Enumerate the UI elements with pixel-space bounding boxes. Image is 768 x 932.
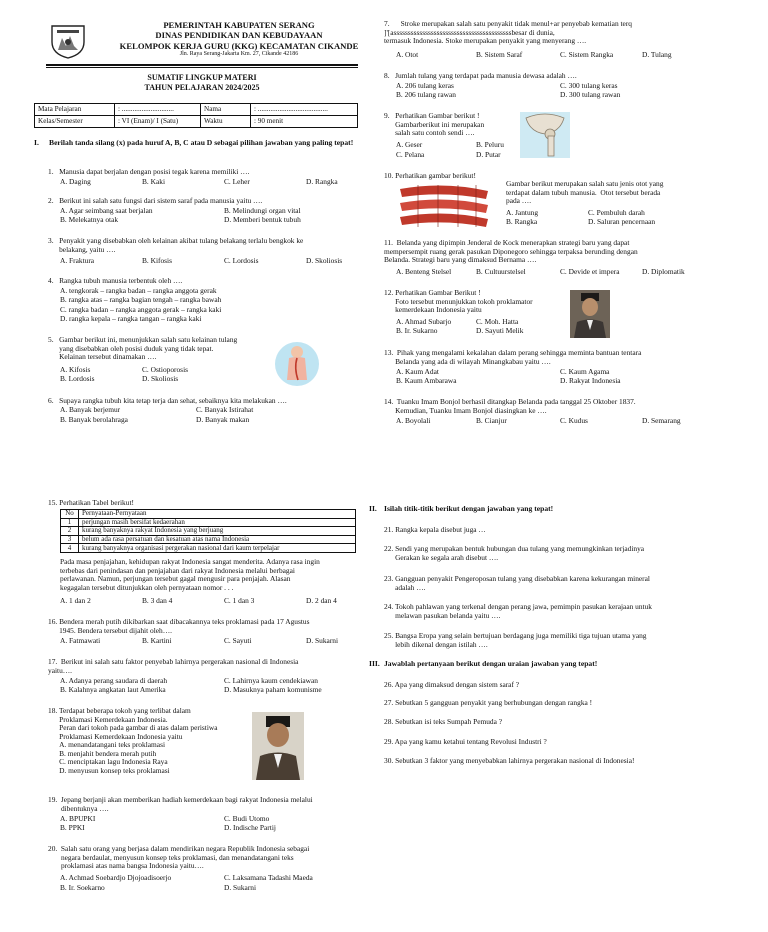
question-29: 29. Apa yang kamu ketahui tentang Revolusi Industri ? bbox=[384, 737, 547, 746]
q10-option-a[interactable]: A. Jantung bbox=[506, 208, 539, 217]
section-3-number: III. bbox=[369, 659, 380, 668]
row-no: 4 bbox=[61, 544, 79, 553]
q2-option-a[interactable]: A. Agar seimbang saat berjalan bbox=[60, 206, 153, 215]
header-rule bbox=[46, 64, 358, 66]
q17-option-d[interactable]: D. Masuknya paham komunisme bbox=[224, 685, 322, 694]
question-3: 3. Penyakit yang disebabkan oleh kelainan akibat tulang belakang terlalu bengkok ke belakang, yaitu …. bbox=[48, 236, 304, 254]
q8-option-a[interactable]: A. 206 tulang keras bbox=[396, 81, 454, 90]
question-7: 7. Stroke merupakan salah satu penyakit tidak menul+ar penyebab kematian terq ]'[asssssssssssssssssssssssssssssssssssssssssbesar di dunia, termasuk Indonesia. Stoke merupakan penyakit yang menyerang …. bbox=[384, 19, 632, 46]
hatta-portrait bbox=[252, 712, 304, 780]
table-head-text: Pernyataan-Pernyataan bbox=[79, 510, 356, 519]
question-20: 20. Salah satu orang yang berjasa dalam mendirikan negara Republik Indonesia sebagai negara berdaulat, menyusun konsep teks proklamasi, dan menandatangani teks proklamasi atas nama bangsa Indonesia yaitu…. bbox=[48, 844, 310, 871]
question-24: 24. Tokoh pahlawan yang terkenal dengan perang jawa, pemimpin pasukan kerajaan untuk melawan pasukan belanda yaitu …. bbox=[384, 602, 652, 620]
question-18: 18. Terdapat beberapa tokoh yang terlibat dalam Proklamasi Kemerdekaan Indonesia. Peran dari tokoh pada gambar di atas dalam peristiwa Proklamasi Kemerdekaan Indonesia yaitu A. menandatangani teks proklamasi B. menjahit bendera merah putih C. menciptakan lagu Indonesia Raya D. menyusun konsep teks proklamasi bbox=[48, 706, 218, 776]
exam-title bbox=[46, 73, 358, 93]
q5-option-d[interactable]: D. Skoliosis bbox=[142, 374, 179, 383]
identity-table bbox=[34, 103, 358, 128]
mapel-value[interactable]: : ............................. bbox=[115, 104, 201, 116]
question-1: 1. Manusia dapat berjalan dengan posisi tegak karena memiliki …. bbox=[48, 167, 250, 176]
q4-option-c[interactable]: C. rangka badan – rangka anggota gerak – rangka kaki bbox=[60, 305, 222, 314]
question-30: 30. Sebutkan 3 faktor yang menyebabkan lahirnya pergerakan nasional di Indonesia! bbox=[384, 756, 635, 765]
nama-value[interactable]: : ....................................... bbox=[251, 104, 358, 116]
section-3-instruction: Jawablah pertanyaan berikut dengan uraian jawaban yang tepat! bbox=[384, 659, 598, 668]
nama-label: Nama bbox=[201, 104, 251, 116]
q17-option-b[interactable]: B. Kalahnya angkatan laut Amerika bbox=[60, 685, 166, 694]
exam-title-2: TAHUN PELAJARAN 2024/2025 bbox=[144, 82, 260, 92]
q13-option-c[interactable]: C. Kaum Agama bbox=[560, 367, 610, 376]
question-23: 23. Gangguan penyakit Pengeroposan tulang yang disebabkan karena kekurangan mineral adalah …. bbox=[384, 574, 650, 592]
q3-option-a[interactable]: A. Fraktura bbox=[60, 256, 95, 265]
q5-option-a[interactable]: A. Kifosis bbox=[60, 365, 91, 374]
q6-option-a[interactable]: A. Banyak berjemur bbox=[60, 405, 121, 414]
q5-option-b[interactable]: B. Lordosis bbox=[60, 374, 95, 383]
q20-option-b[interactable]: B. Ir. Soekarno bbox=[60, 883, 105, 892]
q9-option-a[interactable]: A. Geser bbox=[396, 140, 423, 149]
q13-option-d[interactable]: D. Rakyat Indonesia bbox=[560, 376, 621, 385]
q7-option-d[interactable]: D. Tulang bbox=[642, 50, 672, 59]
section-1-instruction: Berilah tanda silang (x) pada huruf A, B, C atau D sebagai pilihan jawaban yang paling tepat! bbox=[49, 138, 354, 147]
q14-option-d[interactable]: D. Semarang bbox=[642, 416, 681, 425]
regency-logo-icon bbox=[48, 20, 88, 60]
q1-option-c[interactable]: C. Leher bbox=[224, 177, 250, 186]
question-6: 6. Supaya rangka tubuh kita tetap terja dan sehat, sebaiknya kita melakukan …. bbox=[48, 396, 287, 405]
question-4: 4. Rangka tubuh manusia terbentuk oleh …. bbox=[48, 276, 183, 285]
question-22: 22. Sendi yang merupakan bentuk hubungan dua tulang yang memungkinkan terjadinya Gerakan ke segala arah disebut …. bbox=[384, 544, 645, 562]
q4-option-b[interactable]: B. rangka atas – rangka bagian tengah – rangka bawah bbox=[60, 295, 222, 304]
q2-option-c[interactable]: B. Melindungi organ vital bbox=[224, 206, 301, 215]
q8-option-b[interactable]: B. 206 tulang rawan bbox=[396, 90, 456, 99]
statement-table bbox=[60, 509, 356, 553]
exam-title-1: SUMATIF LINGKUP MATERI bbox=[147, 73, 257, 82]
q6-option-b[interactable]: B. Banyak berolahraga bbox=[60, 415, 128, 424]
letterhead bbox=[108, 20, 370, 59]
waktu-value: : 90 menit bbox=[251, 116, 358, 128]
q11-option-c[interactable]: C. Devide et impera bbox=[560, 267, 620, 276]
row-no: 3 bbox=[61, 535, 79, 544]
q12-option-d[interactable]: D. Sayuti Melik bbox=[476, 326, 524, 335]
row-text: kurang banyaknya rakyat Indonesia yang berjuang bbox=[79, 527, 356, 536]
question-9: 9. Perhatikan Gambar berikut ! Gambarberikut ini merupakan salah satu contoh sendi …. bbox=[384, 111, 485, 138]
table-row bbox=[61, 535, 356, 544]
waktu-label: Waktu bbox=[201, 116, 251, 128]
q11-option-b[interactable]: B. Cultuurstelsel bbox=[476, 267, 526, 276]
q8-option-d[interactable]: D. 300 tulang rawan bbox=[560, 90, 621, 99]
question-5: 5. Gambar berikut ini, menunjukkan salah satu kelainan tulang yang disebabkan oleh posisi duduk yang tidak tepat. Kelainan tersebut dinamakan …. bbox=[48, 335, 238, 362]
header-line1: PEMERINTAH KABUPATEN SERANG bbox=[163, 20, 315, 30]
q12-option-a[interactable]: A. Ahmad Subarjo bbox=[396, 317, 452, 326]
row-text: kurang banyaknya organisasi pergerakan nasional dari kaum terpelajar bbox=[79, 544, 356, 553]
question-15: 15. Perhatikan Tabel berikut! bbox=[48, 498, 134, 507]
q12-option-c[interactable]: C. Moh. Hatta bbox=[476, 317, 519, 326]
q9-option-b[interactable]: C. Pelana bbox=[396, 150, 425, 159]
row-no: 2 bbox=[61, 527, 79, 536]
q3-option-c[interactable]: C. Lordosis bbox=[224, 256, 259, 265]
q8-option-c[interactable]: C. 300 tulang keras bbox=[560, 81, 618, 90]
q14-option-c[interactable]: C. Kudus bbox=[560, 416, 588, 425]
q15-option-b[interactable]: B. 3 dan 4 bbox=[142, 596, 173, 605]
question-28: 28. Sebutkan isi teks Sumpah Pemuda ? bbox=[384, 717, 503, 726]
row-text: belum ada rasa persatuan dan kesatuan atas nama Indonesia bbox=[79, 535, 356, 544]
q4-option-d[interactable]: D. rangka kepala – rangka tangan – rangka kaki bbox=[60, 314, 202, 323]
q10-option-b[interactable]: B. Rangka bbox=[506, 217, 538, 226]
q20-option-c[interactable]: C. Laksamana Tadashi Maeda bbox=[224, 873, 313, 882]
question-2: 2. Berikut ini salah satu fungsi dari sistem saraf pada manusia yaitu …. bbox=[48, 196, 263, 205]
question-10: 10. Perhatikan gambar berikut! bbox=[384, 171, 476, 180]
q3-option-d[interactable]: D. Skoliosis bbox=[306, 256, 343, 265]
question-10-description: Gambar berikut merupakan salah satu jenis otot yang terdapat dalam tubuh manusia. Otot tersebut berada pada …. bbox=[506, 179, 664, 206]
section-2-number: II. bbox=[369, 504, 377, 513]
q15-option-a[interactable]: A. 1 dan 2 bbox=[60, 596, 91, 605]
back-posture-illustration bbox=[275, 340, 319, 388]
table-row bbox=[61, 544, 356, 553]
header-rule-thin bbox=[46, 67, 358, 68]
mapel-label: Mata Pelajaran bbox=[35, 104, 115, 116]
question-19: 19. Jepang berjanji akan memberikan hadiah kemerdekaan bagi rakyat Indonesia melalui dibentuknya …. bbox=[48, 795, 313, 813]
question-25: 25. Bangsa Eropa yang selain bertujuan berdagang juga memiliki tiga tujuan utama yang lebih dikenal dengan istilah …. bbox=[384, 631, 647, 649]
kelas-value: : VI (Enam)/ I (Satu) bbox=[115, 116, 201, 128]
q1-option-d[interactable]: D. Rangka bbox=[306, 177, 338, 186]
q2-option-b[interactable]: B. Melekatnya otak bbox=[60, 215, 119, 224]
question-26: 26. Apa yang dimaksud dengan sistem saraf ? bbox=[384, 680, 520, 689]
q9-option-c[interactable]: B. Peluru bbox=[476, 140, 504, 149]
question-12: 12. Perhatikan Gambar Berikut ! Foto tersebut menunjukkan tokoh proklamator kemerdekaan Indonesia yaitu bbox=[384, 288, 533, 315]
q19-option-a[interactable]: A. BPUPKI bbox=[60, 814, 96, 823]
q11-option-a[interactable]: A. Benteng Stelsel bbox=[396, 267, 452, 276]
section-1-number: I. bbox=[34, 138, 39, 147]
question-17: 17. Berikut ini salah satu faktor penyebab lahirnya pergerakan nasional di Indonesia yaitu…. bbox=[48, 657, 299, 675]
q16-option-a[interactable]: A. Fatmawati bbox=[60, 636, 101, 645]
q7-option-a[interactable]: A. Otot bbox=[396, 50, 419, 59]
question-14: 14. Tuanku Imam Bonjol berhasil ditangkap Belanda pada tanggal 25 Oktober 1837. Kemudian, Tuanku Imam Bonjol diasingkan ke …. bbox=[384, 397, 636, 415]
header-address: Jln. Raya Serang-Jakarta Km. 27, Cikande 42186 bbox=[179, 50, 299, 57]
q7-option-c[interactable]: C. Sistem Rangka bbox=[560, 50, 614, 59]
q7-option-b[interactable]: B. Sistem Saraf bbox=[476, 50, 523, 59]
q12-option-b[interactable]: B. Ir. Sukarno bbox=[396, 326, 438, 335]
q10-option-c[interactable]: C. Pembuluh darah bbox=[588, 208, 645, 217]
q6-option-d[interactable]: D. Banyak makan bbox=[196, 415, 250, 424]
q6-option-c[interactable]: C. Banyak Istirahat bbox=[196, 405, 254, 414]
q3-option-b[interactable]: B. Kifosis bbox=[142, 256, 172, 265]
q19-option-d[interactable]: D. Indische Partij bbox=[224, 823, 276, 832]
hip-joint-illustration bbox=[520, 112, 570, 158]
q5-option-c[interactable]: C. Ostioporosis bbox=[142, 365, 188, 374]
question-27: 27. Sebutkan 5 gangguan penyakit yang berhubungan dengan rangka ! bbox=[384, 698, 593, 707]
q17-option-c[interactable]: C. Lahirnya kaum cendekiawan bbox=[224, 676, 318, 685]
table-head-no: No bbox=[61, 510, 79, 519]
q15-option-d[interactable]: D. 2 dan 4 bbox=[306, 596, 337, 605]
header-line2: DINAS PENDIDIKAN DAN KEBUDAYAAN bbox=[155, 30, 323, 41]
q17-option-a[interactable]: A. Adanya perang saudara di daerah bbox=[60, 676, 168, 685]
q14-option-a[interactable]: A. Boyolali bbox=[396, 416, 431, 425]
row-no: 1 bbox=[61, 518, 79, 527]
q19-option-b[interactable]: B. PPKI bbox=[60, 823, 85, 832]
q13-option-b[interactable]: B. Kaum Ambarawa bbox=[396, 376, 457, 385]
row-text: perjungan masih bersifat kedaerahan bbox=[79, 518, 356, 527]
striated-muscle-illustration bbox=[398, 181, 490, 231]
q19-option-c[interactable]: C. Budi Utomo bbox=[224, 814, 270, 823]
question-13: 13. Pihak yang mengalami kekalahan dalam perang sehingga meminta bantuan tentara Belanda yang ada di wilayah Minangkabau yaitu …. bbox=[384, 348, 642, 366]
section-2-instruction: Isilah titik-titik berikut dengan jawaban yang tepat! bbox=[384, 504, 554, 513]
q16-option-b[interactable]: B. Kartini bbox=[142, 636, 172, 645]
q20-option-d[interactable]: D. Sukarni bbox=[224, 883, 257, 892]
q10-option-d[interactable]: D. Saluran pencernaan bbox=[588, 217, 656, 226]
q1-option-a[interactable]: A. Daging bbox=[60, 177, 91, 186]
question-16: 16. Bendera merah putih dikibarkan saat dibacakannya teks proklamasi pada 17 Agustus 1945. Bendera tersebut dijahit oleh…. bbox=[48, 617, 310, 635]
question-15-passage: Pada masa penjajahan, kehidupan rakyat Indonesia sangat menderita. Adanya rasa ingin terbebas dari penindasan dan penjajahan dari rakyat Indonesia melalui berbagai perlawanan. Namun, perjungan tersebut gagal mengusir para penjajah. Alasan kegagalan tersebut ditunjukkan oleh pernyataan nomor . . . bbox=[60, 557, 320, 592]
question-11: 11. Belanda yang dipimpin Jenderal de Kock menerapkan strategi baru yang dapat mempersempit ruang gerak pasukan Diponegoro sehingga terpaksa berunding dengan Belanda. Strategi baru yang dimaksud Bernama …. bbox=[384, 238, 638, 265]
q16-option-c[interactable]: C. Sayuti bbox=[224, 636, 252, 645]
q20-option-a[interactable]: A. Achmad Soebardjo Djojoadisoerjo bbox=[60, 873, 172, 882]
q1-option-b[interactable]: B. Kaki bbox=[142, 177, 165, 186]
q4-option-a[interactable]: A. tengkorak – rangka badan – rangka anggota gerak bbox=[60, 286, 217, 295]
header-line3: KELOMPOK KERJA GURU (KKG) KECAMATAN CIKANDE bbox=[119, 40, 359, 51]
q13-option-a[interactable]: A. Kaum Adat bbox=[396, 367, 439, 376]
question-8: 8. Jumlah tulang yang terdapat pada manusia dewasa adalah …. bbox=[384, 71, 577, 80]
sukarno-portrait bbox=[570, 290, 610, 338]
table-row bbox=[61, 527, 356, 536]
q15-option-c[interactable]: C. 1 dan 3 bbox=[224, 596, 255, 605]
q11-option-d[interactable]: D. Diplomatik bbox=[642, 267, 685, 276]
table-row bbox=[61, 518, 356, 527]
q16-option-d[interactable]: D. Sukarni bbox=[306, 636, 339, 645]
q2-option-d[interactable]: D. Memberi bentuk tubuh bbox=[224, 215, 301, 224]
q9-option-d[interactable]: D. Putar bbox=[476, 150, 501, 159]
question-21: 21. Rangka kepala disebut juga … bbox=[384, 525, 486, 534]
q14-option-b[interactable]: B. Cianjur bbox=[476, 416, 507, 425]
kelas-label: Kelas/Semester bbox=[35, 116, 115, 128]
